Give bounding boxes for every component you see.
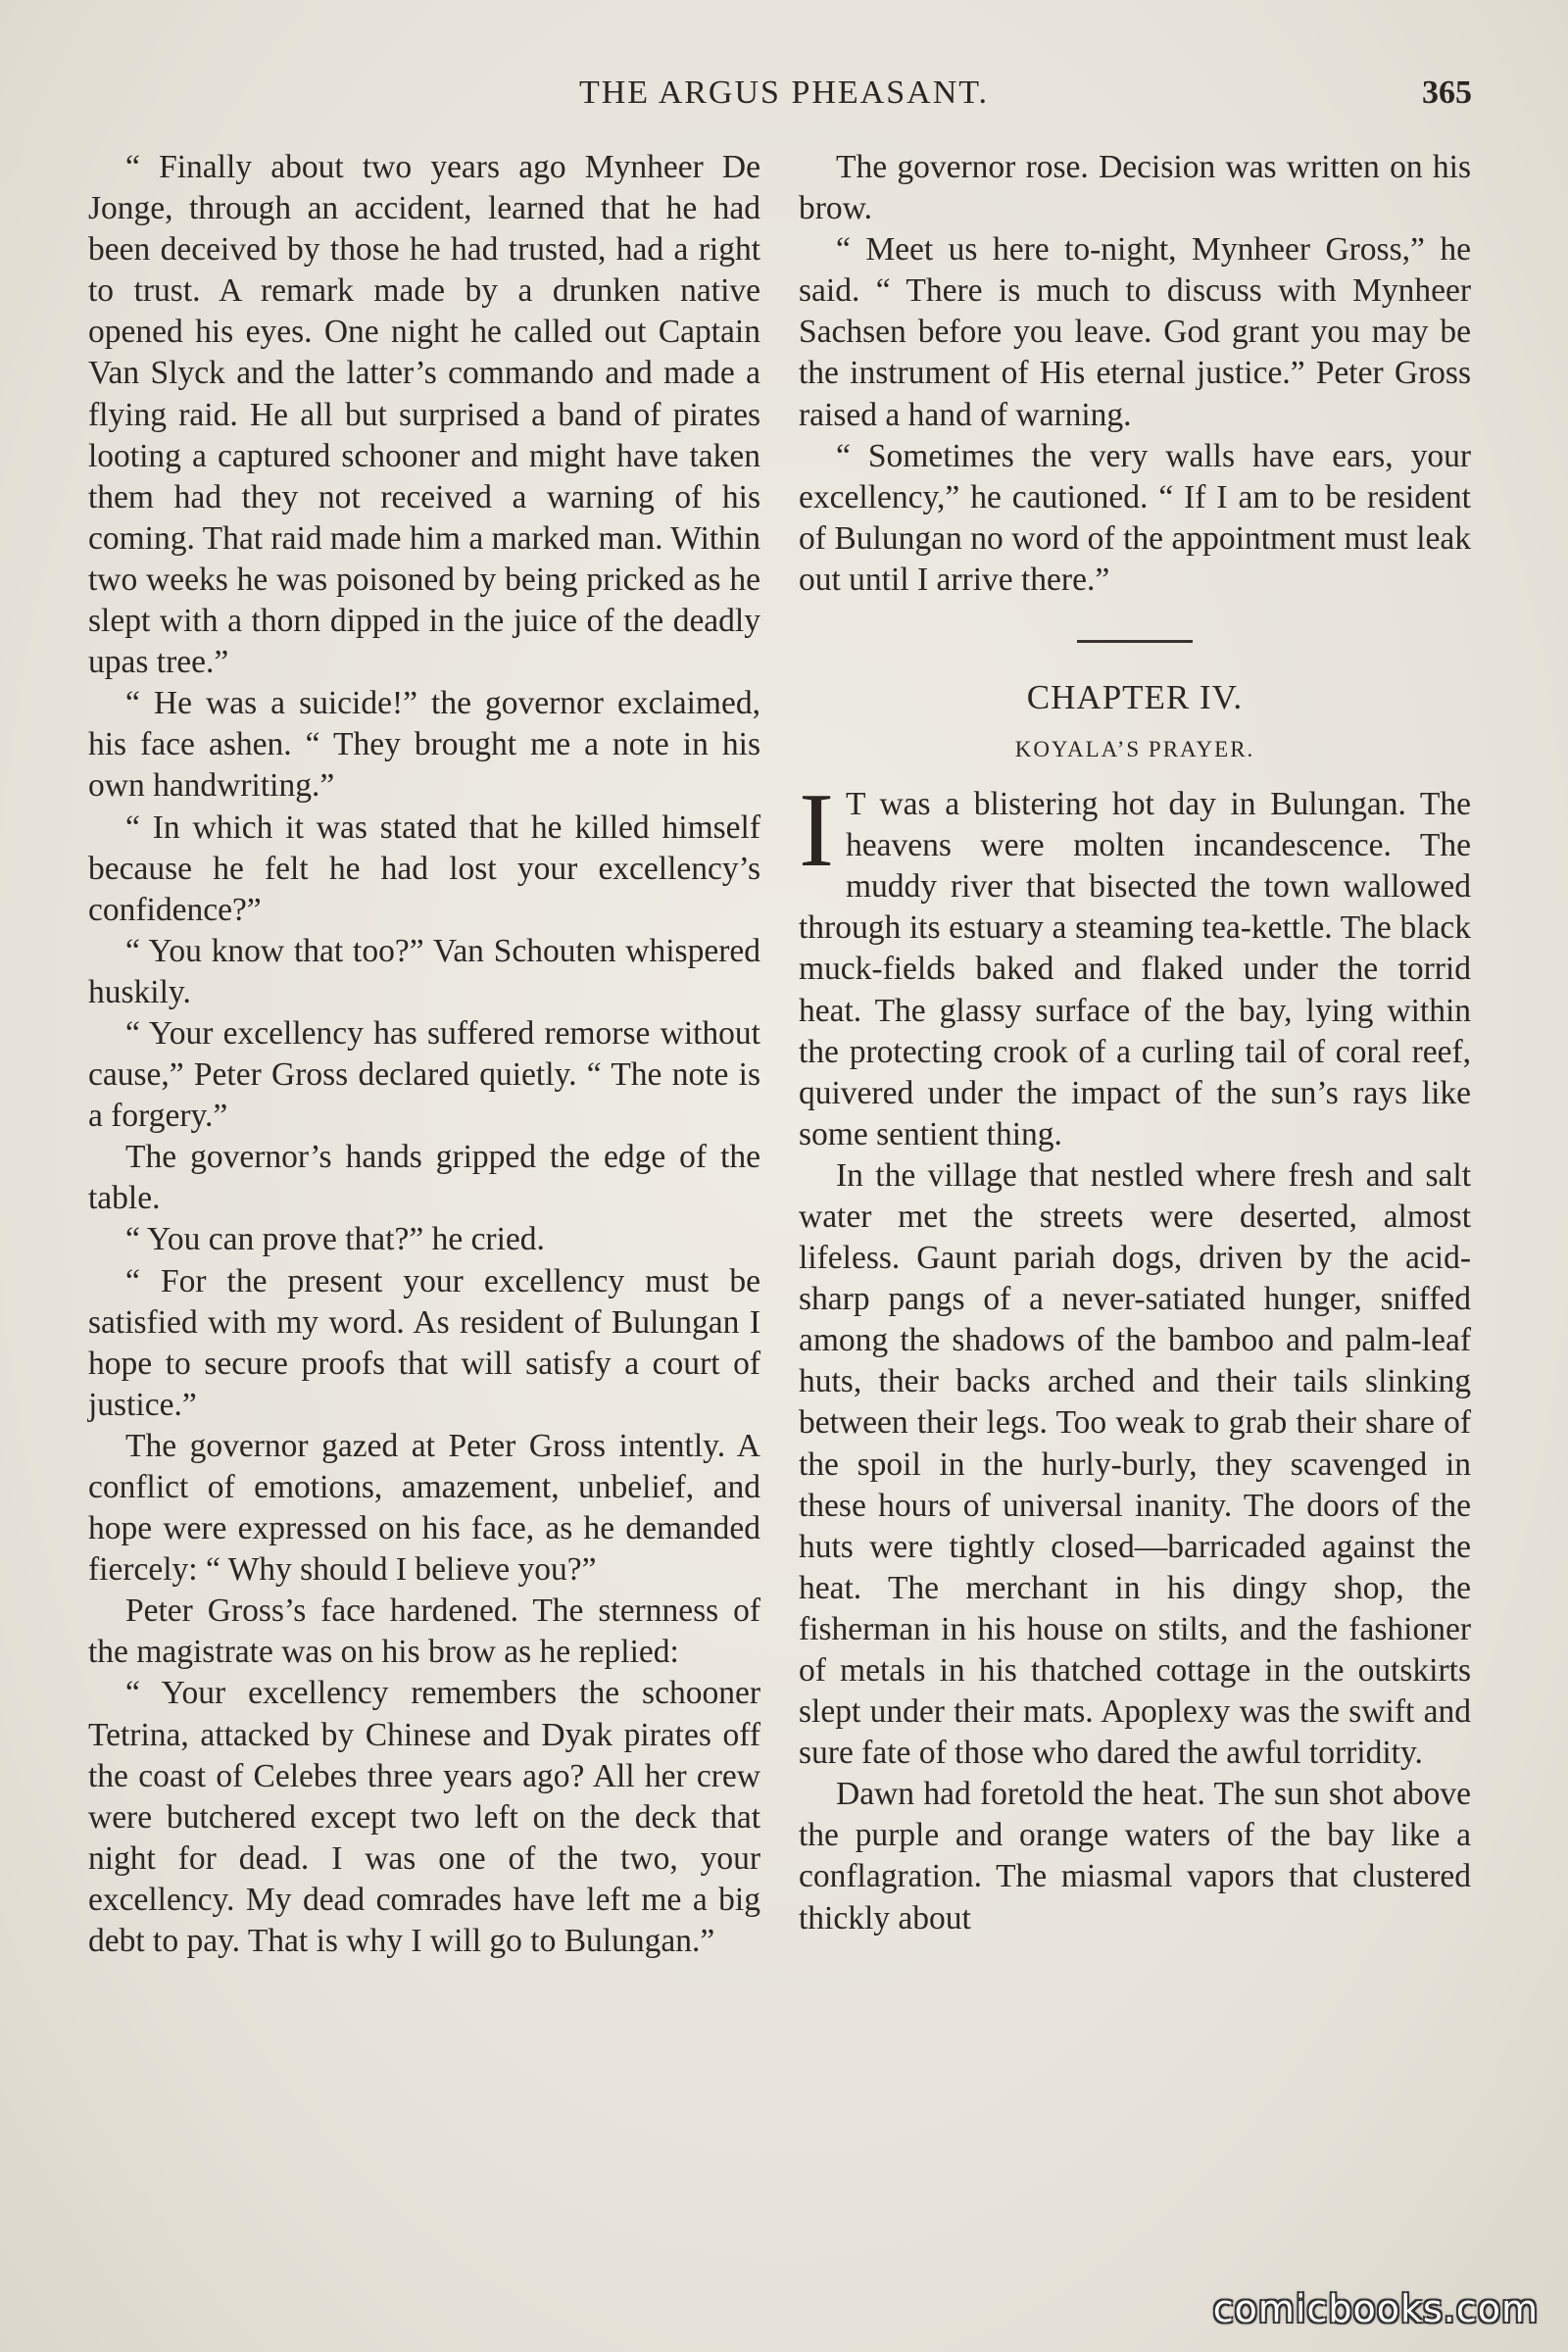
paragraph: “ In which it was stated that he killed himself because he felt he had lost your excellency’s confidence?”: [88, 808, 760, 928]
paragraph: Peter Gross’s face hardened. The sternness of the magistrate was on his brow as he replied:: [88, 1592, 760, 1671]
watermark-logo: comicbooks.com: [1212, 2287, 1539, 2330]
running-header: [90, 74, 1478, 118]
paragraph: “ For the present your excellency must be satisfied with my word. As resident of Bulungan I hope to secure proofs that will satisfy a court of justice.”: [88, 1262, 760, 1423]
paragraph: “ Meet us here to-night, Mynheer Gross,” he said. “ There is much to discuss with Mynheer Sachsen before you leave. God grant you may be the instrument of His eternal justice.” Peter Gross raised a hand of warning.: [799, 231, 1471, 433]
drop-cap: I: [799, 772, 834, 890]
chapter-opening-paragraph: [799, 772, 1471, 1155]
chapter-subtitle: KOYALA’S PRAYER.: [1014, 737, 1255, 762]
paragraph: The governor rose. Decision was written on his brow.: [799, 149, 1471, 227]
paragraph: The governor’s hands gripped the edge of the table.: [88, 1139, 760, 1217]
paragraph: Dawn had foretold the heat. The sun shot above the purple and orange waters of the bay like a conflagration. The miasmal vapors that clustered thickly about: [799, 1776, 1471, 1936]
paragraph: In the village that nestled where fresh and salt water met the streets were deserted, almost lifeless. Gaunt pariah dogs, driven by the acid-sharp pangs of a never-satiated hunger, sniffed among the shadows of the bamboo and palm-leaf huts, their backs arched and their tails slinking between their legs. Too weak to grab their share of the spoil in the hurly-burly, they scavenged in these hours of universal inanity. The doors of the huts were tightly closed—barricaded against the heat. The merchant in his dingy shop, the fisherman in his house on stilts, and the fashioner of metals in his thatched cottage in the outskirts slept under their mats. Apoplexy was the swift and sure fate of those who dared the awful torridity.: [799, 1156, 1471, 1772]
paragraph: “ He was a suicide!” the governor exclaimed, his face ashen. “ They brought me a note in his own handwriting.”: [88, 685, 760, 805]
page-number: 365: [1422, 74, 1472, 111]
paragraph: “ Your excellency remembers the schooner Tetrina, attacked by Chinese and Dyak pirates off the coast of Celebes three years ago? All her crew were butchered except two left on the deck that night for dead. I was one of the two, your excellency. My dead comrades have left me a big debt to pay. That is why I will go to Bulungan.”: [88, 1675, 760, 1960]
paragraph: “ Your excellency has suffered remorse without cause,” Peter Gross declared quietly. “ The note is a forgery.”: [88, 1014, 760, 1135]
opening-text: T was a blistering hot day in Bulungan. The heavens were molten incandescence. The muddy river that bisected the town wallowed through its estuary a steaming tea-kettle. The black muck-fields baked and flaked under the torrid heat. The glassy surface of the bay, lying within the protecting crook of a curling tail of coral reef, quivered under the impact of the sun’s rays like some sentient thing.: [799, 786, 1471, 1152]
right-column: [799, 147, 1471, 1939]
paragraph: “ Sometimes the very walls have ears, your excellency,” he cautioned. “ If I am to be resident of Bulungan no word of the appointment must leak out until I arrive there.”: [799, 437, 1471, 598]
running-title: THE ARGUS PHEASANT.: [578, 74, 989, 111]
paragraph: The governor gazed at Peter Gross intently. A conflict of emotions, amazement, unbelief, and hope were expressed on his face, as he demanded fiercely: “ Why should I believe you?”: [88, 1427, 760, 1589]
left-column: [88, 147, 760, 1962]
section-divider: [1077, 640, 1193, 643]
chapter-title: CHAPTER IV.: [1026, 678, 1244, 717]
paragraph: “ Finally about two years ago Mynheer De Jonge, through an accident, learned that he had been deceived by those he had trusted, had a right to trust. A remark made by a drunken native opened his eyes. One night he called out Captain Van Slyck and the latter’s commando and made a flying raid. He all but surprised a band of pirates looting a captured schooner and might have taken them had they not received a warning of his coming. That raid made him a marked man. Within two weeks he was poisoned by being pricked as he slept with a thorn dipped in the juice of the deadly upas tree.”: [88, 149, 760, 681]
paragraph: “ You know that too?” Van Schouten whispered huskily.: [88, 932, 760, 1010]
paragraph: “ You can prove that?” he cried.: [125, 1221, 545, 1258]
